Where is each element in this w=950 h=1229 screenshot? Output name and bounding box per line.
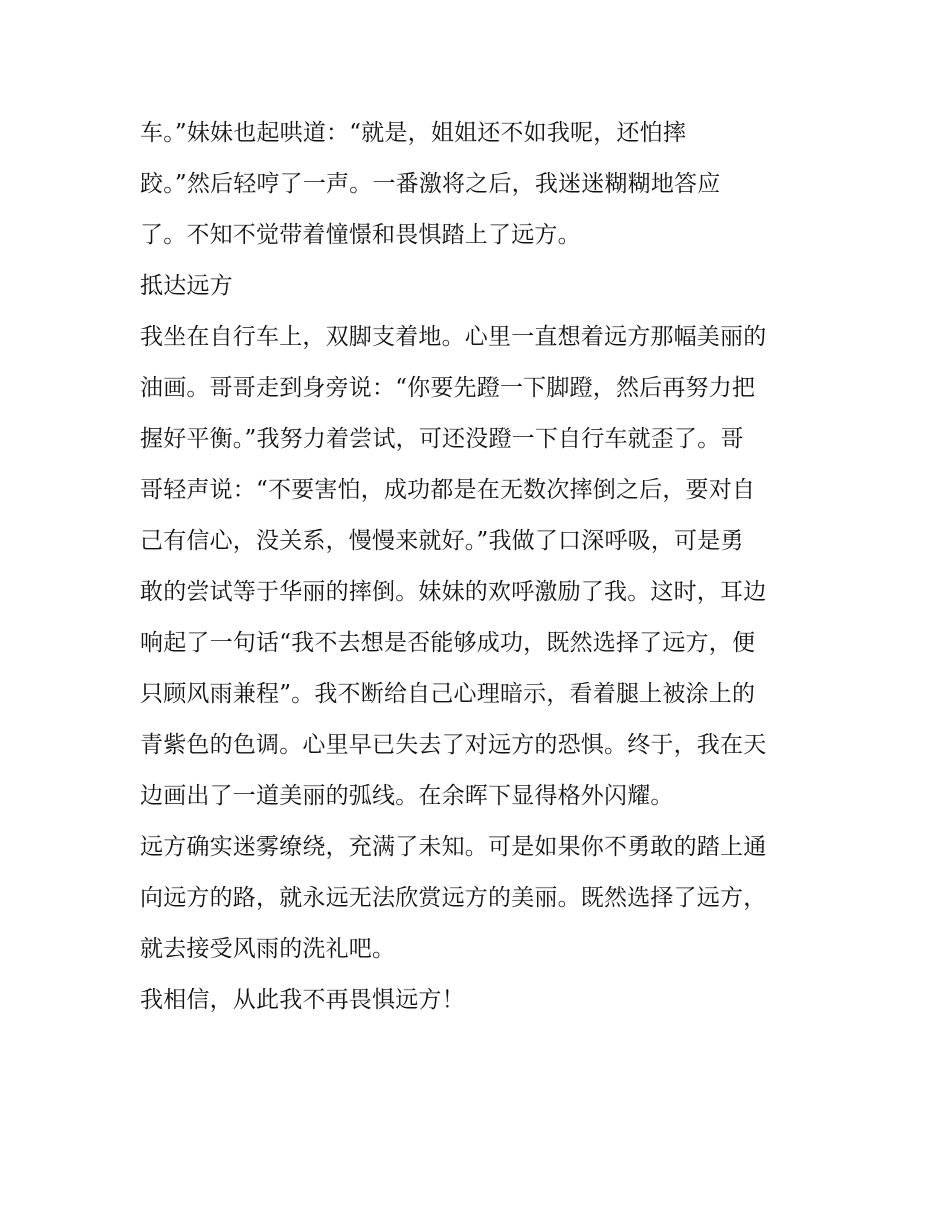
text-line: 跤。”然后轻哼了一声。一番激将之后，我迷迷糊糊地答应 — [140, 171, 721, 197]
text-line: 己有信心，没关系，慢慢来就好。”我做了口深呼吸，可是勇 — [140, 528, 744, 554]
text-line: 青紫色的色调。心里早已失去了对远方的恐惧。终于，我在天 — [140, 732, 767, 758]
text-line: 油画。哥哥走到身旁说：“你要先蹬一下脚蹬，然后再努力把 — [140, 375, 756, 401]
text-line: 边画出了一道美丽的弧线。在余晖下显得格外闪耀。 — [140, 783, 674, 809]
essay-text — [140, 108, 820, 1026]
text-line: 远方确实迷雾缭绕，充满了未知。可是如果你不勇敢的踏上通 — [140, 834, 767, 860]
text-line: 了。不知不觉带着憧憬和畏惧踏上了远方。 — [140, 222, 581, 248]
section-heading: 抵达远方 — [140, 273, 233, 299]
text-line: 只顾风雨兼程”。我不断给自己心理暗示，看着腿上被涂上的 — [140, 681, 756, 707]
closing-line: 我相信，从此我不再畏惧远方！ — [140, 987, 465, 1013]
text-line: 我坐在自行车上，双脚支着地。心里一直想着远方那幅美丽的 — [140, 324, 767, 350]
text-line: 向远方的路，就永远无法欣赏远方的美丽。既然选择了远方， — [140, 885, 767, 911]
text-line: 敢的尝试等于华丽的摔倒。妹妹的欢呼激励了我。这时，耳边 — [140, 579, 767, 605]
text-line: 响起了一句话“我不去想是否能够成功，既然选择了远方，便 — [140, 630, 756, 656]
text-line: 车。”妹妹也起哄道：“就是，姐姐还不如我呢，还怕摔 — [140, 120, 687, 146]
text-line: 就去接受风雨的洗礼吧。 — [140, 936, 396, 962]
text-line: 哥轻声说：“不要害怕，成功都是在无数次摔倒之后，要对自 — [140, 477, 756, 503]
text-line: 握好平衡。”我努力着尝试，可还没蹬一下自行车就歪了。哥 — [140, 426, 744, 452]
